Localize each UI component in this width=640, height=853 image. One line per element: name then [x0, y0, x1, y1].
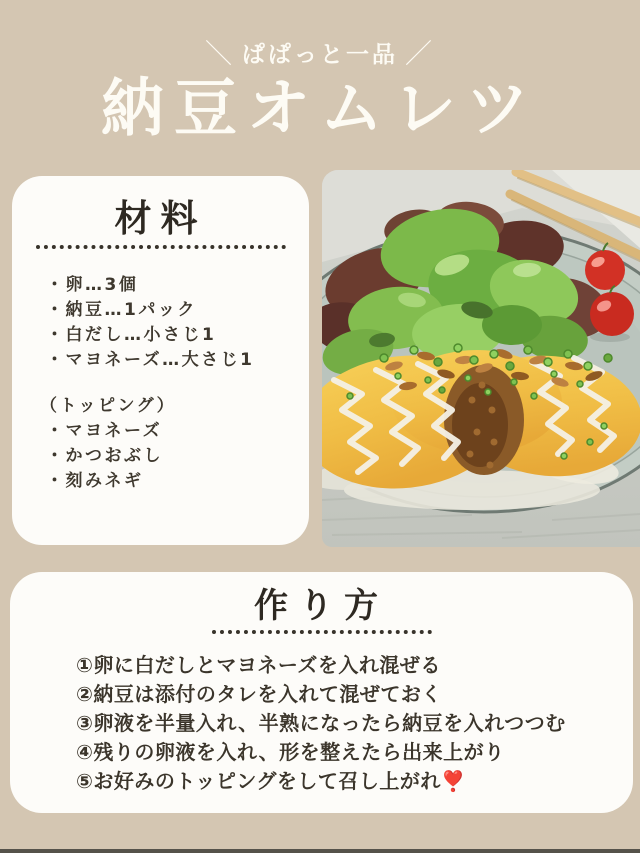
ingredient-item: ・納豆…1パック — [46, 300, 197, 320]
ingredient-item: ・卵…3個 — [46, 275, 139, 295]
toppings-list — [12, 419, 309, 494]
steps-card — [10, 572, 633, 813]
photo-omelette — [322, 344, 640, 510]
topping-item: ・刻みネギ — [46, 471, 144, 491]
ingredients-heading: 材料 — [114, 197, 207, 240]
ingredients-card — [12, 176, 309, 545]
step-item: ④残りの卵液を入れ、形を整えたら出来上がり — [76, 740, 505, 764]
tagline-slash-right: ／ — [405, 39, 435, 70]
ingredient-item: ・白だし…小さじ1 — [46, 325, 217, 345]
topping-item: ・かつおぶし — [46, 446, 163, 466]
dish-photo — [322, 170, 640, 547]
bottom-edge-bar — [0, 849, 640, 853]
steps-heading-underline — [212, 630, 432, 634]
step-item: ⑤お好みのトッピングをして召し上がれ❣️ — [76, 769, 467, 793]
step-item: ②納豆は添付のタレを入れて混ぜておく — [76, 682, 442, 706]
steps-heading: 作り方 — [254, 586, 389, 626]
ingredients-heading-underline — [36, 245, 286, 249]
toppings-label: （トッピング） — [40, 396, 177, 416]
step-item: ①卵に白だしとマヨネーズを入れ混ぜる — [76, 653, 441, 677]
step-item: ③卵液を半量入れ、半熟になったら納豆を入れつつむ — [76, 711, 566, 735]
recipe-title: 納豆オムレツ — [101, 72, 539, 145]
steps-list — [10, 651, 633, 796]
ingredient-item: ・マヨネーズ…大さじ1 — [46, 350, 255, 370]
ingredients-list — [12, 273, 309, 373]
tagline-text: ぱぱっと一品 — [242, 42, 398, 68]
topping-item: ・マヨネーズ — [46, 421, 163, 441]
tagline-slash-left: ＼ — [205, 39, 235, 70]
